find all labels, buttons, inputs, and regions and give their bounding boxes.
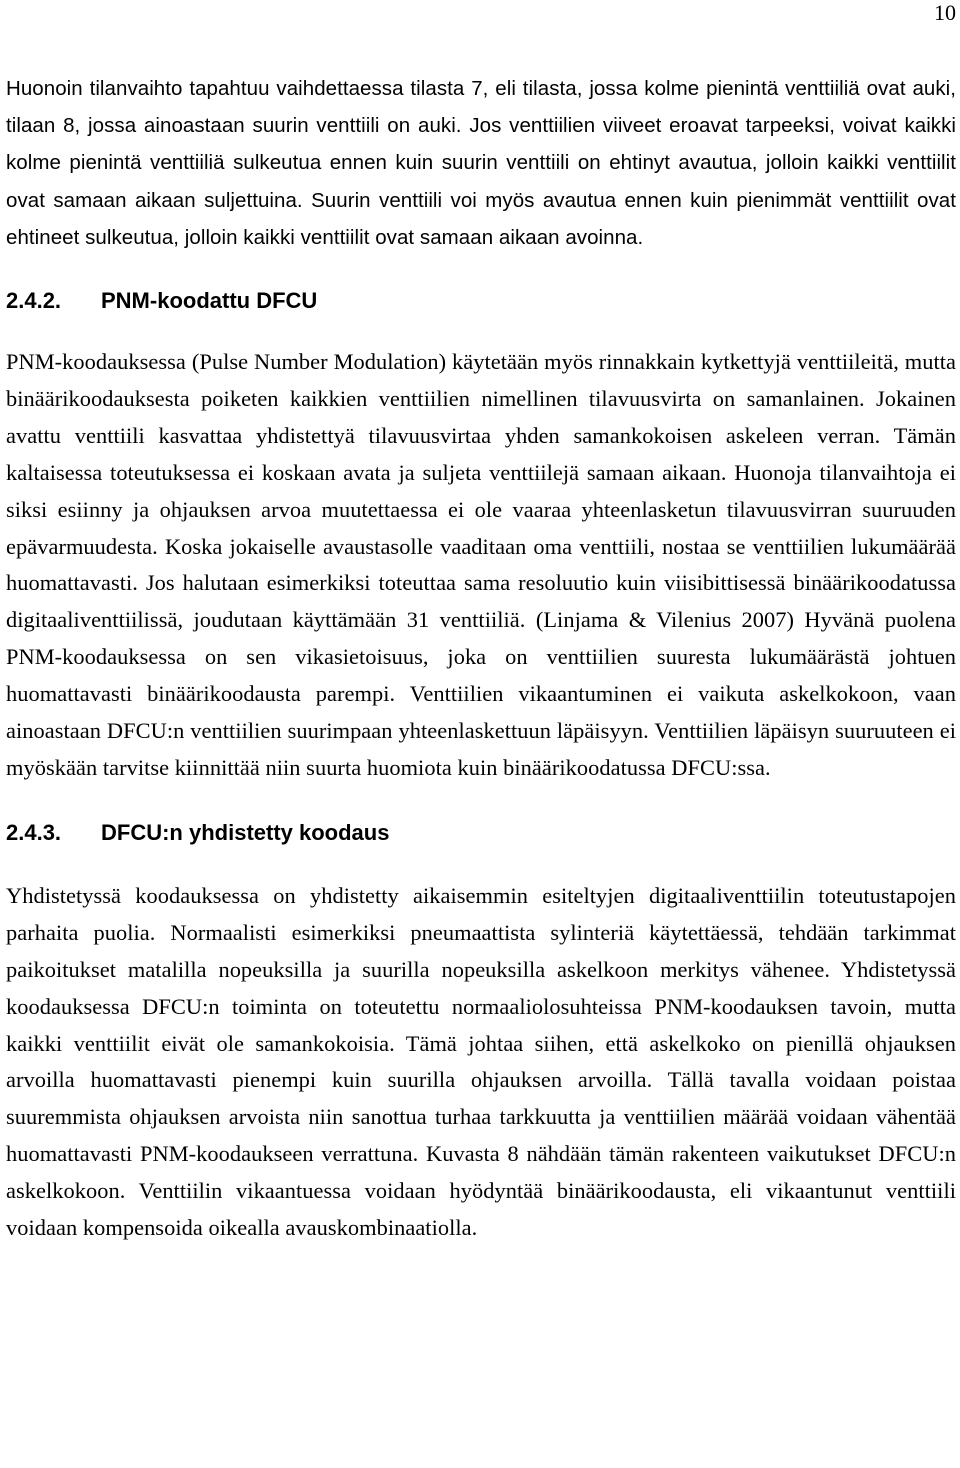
combined-paragraph: Yhdistetyssä koodauksessa on yhdistetty aikaisemmin esiteltyjen digitaaliventtiilin toteutustapojen parhaita puolia. Normaalisti esimerkiksi pneumaattista sylinteriä käytettäessä, tehdään tarkimmat paikoitukset matalilla nopeuksilla ja suurilla nopeuksilla askelkoon merkitys vähenee. Yhdistetyssä koodauksessa DFCU:n toiminta on toteutettu normaaliolosuhteissa PNM-koodauksen tavoin, mutta kaikki venttiilit eivät ole samankokoisia. Tämä johtaa siihen, että askelkoko on pienillä ohjauksen arvoilla huomattavasti pienempi kuin suurilla ohjauksen arvoilla. Tällä tavalla voidaan poistaa suuremmista ohjauksen arvoista niin sanottua turhaa tarkkuutta ja venttiilien määrää voidaan vähentää huomattavasti PNM-koodaukseen verrattuna. Kuvasta 8 nähdään tämän rakenteen vaikutukset DFCU:n askelkokoon. Venttiilin vikaantuessa voidaan hyödyntää binäärikoodausta, eli vikaantunut venttiili voidaan kompensoida oikealla avauskombinaatiolla.	[6, 882, 956, 1241]
document-body	[6, 70, 956, 1247]
intro-paragraph: Huonoin tilanvaihto tapahtuu vaihdettaessa tilasta 7, eli tilasta, jossa kolme pienintä venttiiliä ovat auki, tilaan 8, jossa ainoastaan suurin venttiili on auki. Jos venttiilien viiveet eroavat tarpeeksi, voivat kaikki kolme pienintä venttiiliä sulkeutua ennen kuin suurin venttiili on ehtinyt avautua, jolloin kaikki venttiilit ovat samaan aikaan suljettuina. Suurin venttiili voi myös avautua ennen kuin pienimmät venttiilit ovat ehtineet sulkeutua, jolloin kaikki venttiilit ovat samaan aikaan avoinna.	[6, 77, 956, 249]
section-heading-combined	[6, 818, 956, 848]
section-title: DFCU:n yhdistetty koodaus	[101, 819, 390, 845]
section-heading-pnm	[6, 286, 956, 316]
section-number: 2.4.2.	[6, 288, 62, 314]
section-number: 2.4.3.	[6, 819, 62, 845]
section-title: PNM-koodattu DFCU	[101, 288, 318, 314]
pnm-paragraph: PNM-koodauksessa (Pulse Number Modulation) käytetään myös rinnakkain kytkettyjä venttiileitä, mutta binäärikoodauksesta poiketen kaikkien venttiilien nimellinen tilavuusvirta on samanlainen. Jokainen avattu venttiili kasvattaa yhdistettyä tilavuusvirtaa yhden samankokoisen askeleen verran. Tämän kaltaisessa toteutuksessa ei koskaan avata ja suljeta venttiilejä samaan aikaan. Huonoja tilanvaihtoja ei siksi esiinny ja ohjauksen arvoa muutettaessa ei ole vaaraa yhteenlasketun tilavuusvirran suuruuden epävarmuudesta. Koska jokaiselle avaustasolle vaaditaan oma venttiili, nostaa se venttiilien lukumäärää huomattavasti. Jos halutaan esimerkiksi toteuttaa sama resoluutio kuin viisibittisessä binäärikoodatussa digitaaliventtiilissä, joudutaan käyttämään 31 venttiiliä. (Linjama & Vilenius 2007) Hyvänä puolena PNM-koodauksessa on sen vikasietoisuus, joka on venttiilien suuresta lukumäärästä johtuen huomattavasti binäärikoodausta parempi. Venttiilien vikaantuminen ei vaikuta askelkokoon, vaan ainoastaan DFCU:n venttiilien suurimpaan yhteenlaskettuun läpäisyyn. Venttiilien läpäisyn suuruuteen ei myöskään tarvitse kiinnittää niin suurta huomiota kuin binäärikoodatussa DFCU:ssa.	[6, 349, 956, 780]
page-number: 10	[934, 0, 956, 25]
